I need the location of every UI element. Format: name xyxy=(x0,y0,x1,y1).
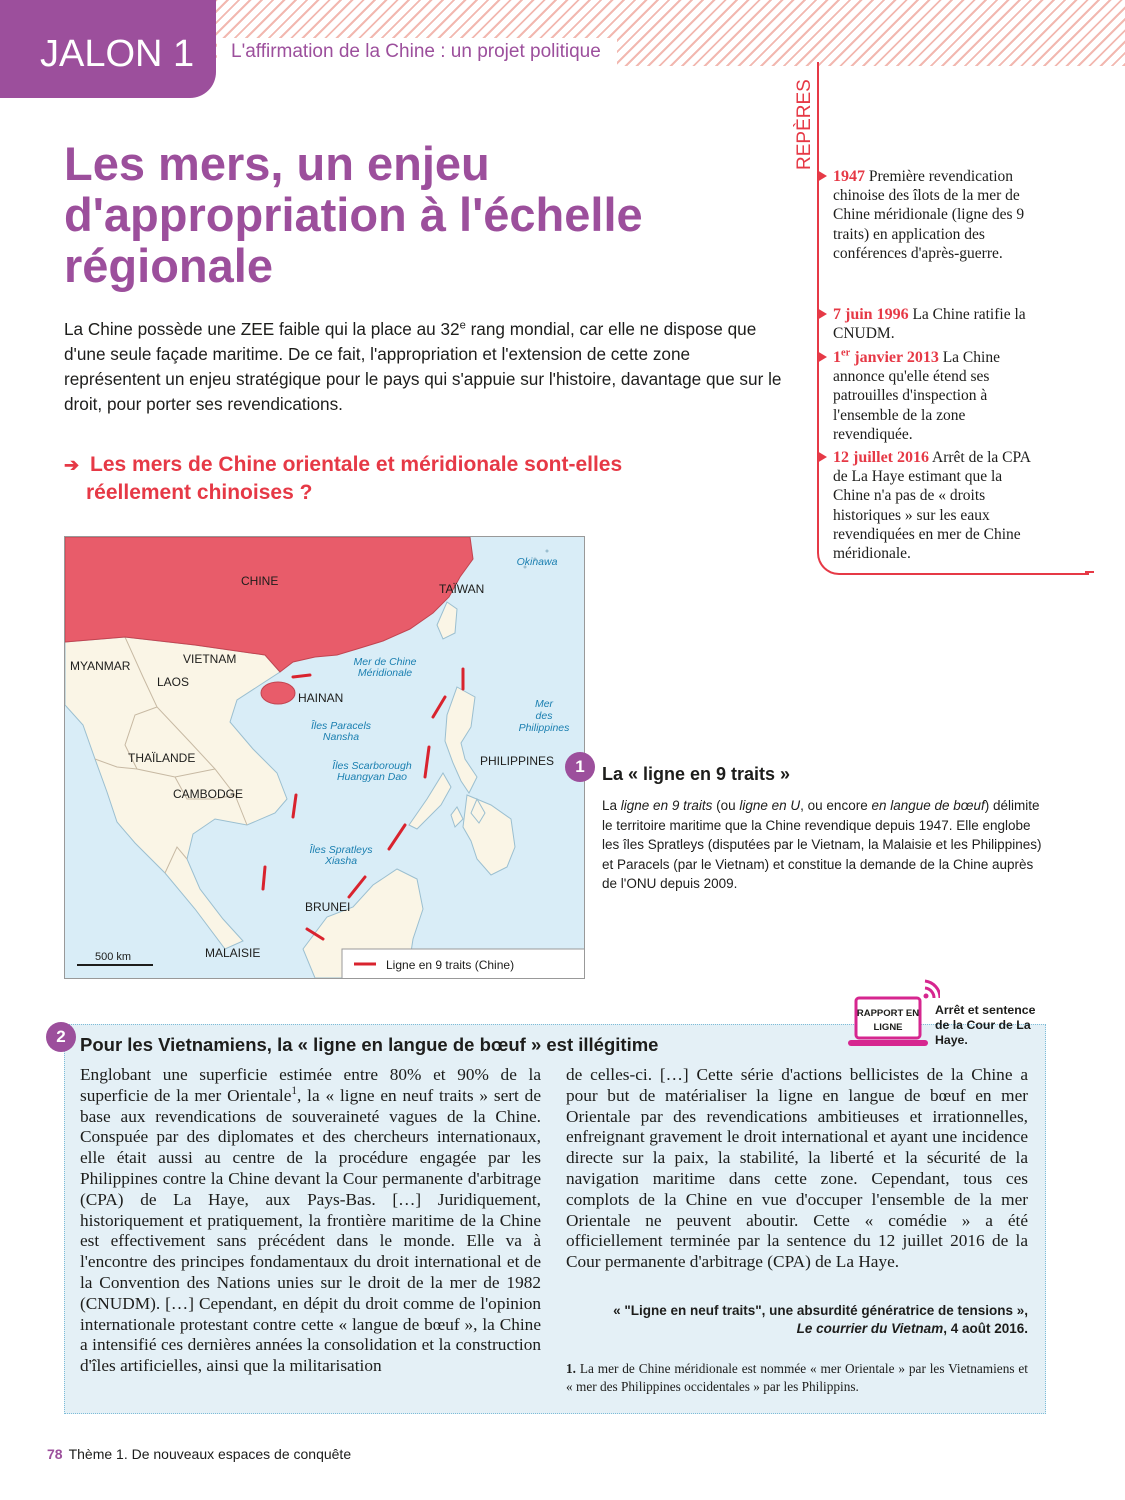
doc2-footnote: 1. La mer de Chine méridionale est nommée « mer Orientale » par les Vietnamiens et « mer des Philippines occidentales » par les Philippins. xyxy=(566,1361,1028,1394)
svg-text:Huangyan Dao: Huangyan Dao xyxy=(336,771,408,783)
svg-text:Îles Paracels: Îles Paracels xyxy=(310,720,372,732)
svg-text:RAPPORT EN: RAPPORT EN xyxy=(856,1008,920,1019)
label-hainan: HAINAN xyxy=(298,691,344,705)
philippines xyxy=(445,687,477,793)
label-malaisie: MALAISIE xyxy=(205,946,261,960)
svg-text:des: des xyxy=(535,710,553,722)
svg-text:Îles Scarborough: Îles Scarborough xyxy=(332,760,412,772)
svg-text:Mer: Mer xyxy=(534,698,554,710)
scale-bar xyxy=(77,951,153,965)
jalon-tab: JALON 1 xyxy=(0,0,216,98)
svg-text:LIGNE: LIGNE xyxy=(873,1022,903,1033)
page-footer: 78 Thème 1. De nouveaux espaces de conquête xyxy=(47,1446,352,1462)
chapter-subtitle: L'affirmation de la Chine : un projet politique xyxy=(217,38,617,69)
label-vietnam: VIETNAM xyxy=(183,652,237,666)
hainan xyxy=(261,682,295,704)
doc-number-badge: 2 xyxy=(46,1022,76,1052)
triangle-icon xyxy=(817,170,827,182)
label-taiwan: TAÏWAN xyxy=(439,582,485,596)
page-number: 78 xyxy=(47,1446,63,1462)
svg-text:Xiasha: Xiasha xyxy=(324,855,358,867)
arrow-icon: ➔ xyxy=(64,455,80,475)
map-legend xyxy=(342,949,584,978)
repere-item: 12 juillet 2016 Arrêt de la CPA de La Haye estimant que la Chine n'a pas de « droits historiques » sur les eaux revendiquées en mer de Chine méridionale. xyxy=(815,448,1035,563)
doc1-text: La ligne en 9 traits (ou ligne en U, ou encore en langue de bœuf) délimite le territoire maritime que la Chine revendique depuis 1947. Elle englobe les îles Spratleys (disputées par le Vietnam, la Malaisie et les Philippines) et Paracels (par le Vietnam) et constitue la demande de la Chine auprès de l'ONU depuis 2009. xyxy=(602,798,1042,892)
intro-paragraph: La Chine possède une ZEE faible qui la place au 32e rang mondial, car elle ne dispose que d'une seule façade maritime. De ce fait, l'appropriation et l'extension de cette zone représentent un enjeu stratégique pour le pays qui s'appuie sur l'histoire, davantage que sur le droit, pour porter ses revendications. xyxy=(64,319,782,414)
reperes-label xyxy=(788,68,818,173)
doc2-title: Pour les Vietnamiens, la « ligne en langue de bœuf » est illégitime xyxy=(80,1034,659,1055)
doc2-source: « "Ligne en neuf traits", une absurdité génératrice de tensions », Le courrier du Vietnam, 4 août 2016. xyxy=(613,1303,1028,1336)
svg-text:Nansha: Nansha xyxy=(322,731,360,743)
page-title: Les mers, un enjeu d'appropriation à l'échelle régionale xyxy=(64,137,643,292)
triangle-icon xyxy=(817,451,827,463)
triangle-icon xyxy=(817,308,827,320)
rapport-en-ligne-text[interactable]: Arrêt et sentence de la Cour de La Haye. xyxy=(935,1003,1036,1047)
label-thailande: THAÏLANDE xyxy=(128,751,196,765)
doc-number-badge: 1 xyxy=(565,752,595,782)
label-laos: LAOS xyxy=(157,675,190,689)
svg-text:Okinawa: Okinawa xyxy=(516,556,558,568)
label-brunei: BRUNEI xyxy=(305,900,351,914)
label-chine: CHINE xyxy=(241,574,279,588)
doc1-title: La « ligne en 9 traits » xyxy=(602,764,791,784)
repere-item: 1er janvier 2013 La Chine annonce qu'elle étend ses patrouilles d'inspection à l'ensemble de la zone revendiquée. xyxy=(815,348,1035,444)
doc2-column-2: de celles-ci. […] Cette série d'actions bellicistes de la Chine a pour but de matérialiser la ligne en langue de bœuf en mer Orientale par des revendications ambitieuses et irrationnelles, enfreignant gravement le droit international et ayant une incidence directe sur la paix, la stabilité, la liberté et la sécurité de la navigation maritime dans cette zone. Cependant, tous ces complots de la Chine en vue d'occuper l'ensemble de la mer Orientale ne peuvent aboutir. Cette « comédie » a été officiellement terminée par la sentence du 12 juillet 2016 de la Cour permanente d'arbitrage (CPA) de La Haye. xyxy=(566,1065,1028,1272)
label-myanmar: MYANMAR xyxy=(70,659,131,673)
svg-text:Îles Spratleys: Îles Spratleys xyxy=(309,844,373,856)
reperes-frame-tail xyxy=(1085,571,1094,573)
doc2-column-1: Englobant une superficie estimée entre 80% et 90% de la superficie de la mer Orientale$^1$, la « ligne en neuf traits » sert de base aux revendications de souveraineté vagues de la Chine. Conspuée par des diplomates et des chercheurs internationaux, elle était aussi au centre de la procédure engagée par les Philippines contre la Chine devant la Cour permanente d'arbitrage (CPA) de La Haye, aux Pays-Bas. […] Juridiquement, historiquement et pratiquement, la frontière maritime de la Chine est effectivement sans précédent dans le monde. Elle va à l'encontre des principes fondamentaux du droit international et de la Convention des Nations unies sur le droit de la mer de 1982 (CNUDM). […] Cependant, en dépit du droit comme de l'opinion internationale protestant contre cette « langue de bœuf », la Chine a intensifié ces dernières années la consolidation et la construction d'îles artificielles, ainsi que la militarisation xyxy=(80,1065,541,1376)
label-cambodge: CAMBODGE xyxy=(173,787,244,801)
svg-text:500 km: 500 km xyxy=(95,951,132,963)
triangle-icon xyxy=(817,351,827,363)
rapport-en-ligne-icon[interactable] xyxy=(848,978,940,1054)
svg-text:Philippines: Philippines xyxy=(518,722,570,734)
label-philippines: PHILIPPINES xyxy=(480,754,555,768)
repere-item: 7 juin 1996 La Chine ratifie la CNUDM. xyxy=(815,305,1035,343)
taiwan xyxy=(437,602,457,639)
svg-text:Ligne en 9 traits (Chine): Ligne en 9 traits (Chine) xyxy=(386,958,515,972)
svg-text:Mer de Chine: Mer de Chine xyxy=(353,656,417,668)
nine-dash-line-map xyxy=(64,536,585,979)
svg-text:REPÈRES: REPÈRES xyxy=(794,79,815,170)
repere-item: 1947 Première revendication chinoise des îlots de la mer de Chine méridionale (ligne des 9 traits) en application des conférences d'après-guerre. xyxy=(815,167,1035,263)
svg-text:Méridionale: Méridionale xyxy=(357,667,413,679)
problematic-question: ➔ Les mers de Chine orientale et méridionale sont-elles réellement chinoises ? xyxy=(64,453,623,504)
